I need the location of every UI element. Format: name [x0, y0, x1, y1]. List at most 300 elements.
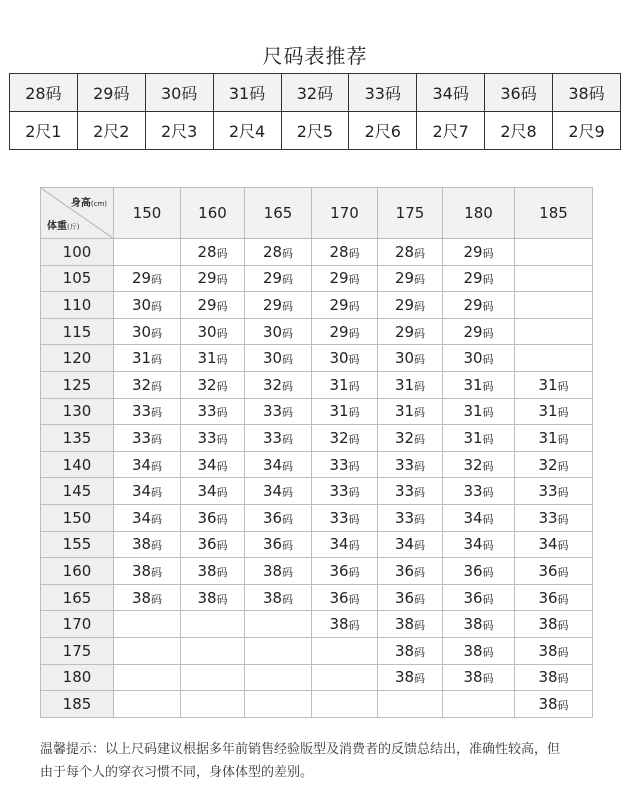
- size-recommendation-cell: [245, 691, 312, 718]
- size-recommendation-cell: [443, 345, 515, 372]
- size-suffix: 码: [348, 299, 360, 313]
- size-number: 38: [463, 668, 483, 687]
- tip-note: [40, 738, 600, 784]
- size-recommendation-cell: [181, 425, 245, 452]
- size-number: 30: [463, 349, 483, 368]
- size-recommendation-cell: [312, 531, 378, 558]
- size-recommendation-cell: [181, 531, 245, 558]
- size-number: 29: [197, 295, 217, 314]
- size-recommendation-cell: [515, 345, 593, 372]
- size-recommendation-cell: [114, 584, 181, 611]
- size-recommendation-cell: [181, 265, 245, 292]
- size-recommendation-cell: [515, 292, 593, 319]
- size-number: 34: [394, 535, 415, 554]
- size-suffix: 码: [216, 512, 228, 526]
- size-suffix: 码: [557, 645, 569, 659]
- size-suffix: 码: [557, 406, 569, 420]
- size-number: 38: [463, 641, 483, 660]
- size-number: 36: [329, 588, 349, 607]
- table-row: [41, 531, 593, 558]
- size-number: 30: [262, 349, 283, 368]
- size-number: 34: [329, 535, 349, 554]
- waist-cell: 2尺4: [213, 112, 281, 150]
- size-number: 32: [394, 428, 415, 447]
- size-recommendation-cell: [515, 584, 593, 611]
- size-recommendation-cell: [181, 318, 245, 345]
- size-recommendation-table: [40, 187, 593, 718]
- size-number: 38: [538, 668, 558, 687]
- table-row: [41, 691, 593, 718]
- size-suffix: 码: [151, 592, 163, 606]
- size-recommendation-cell: [114, 265, 181, 292]
- size-number: 38: [394, 615, 415, 634]
- size-recommendation-cell: [515, 398, 593, 425]
- size-recommendation-cell: [515, 371, 593, 398]
- size-suffix: 码: [482, 246, 494, 260]
- size-recommendation-cell: [245, 611, 312, 638]
- size-number: 38: [131, 561, 152, 580]
- size-suffix: 码: [282, 379, 294, 393]
- weight-cell: 180: [41, 664, 114, 691]
- size-number: 32: [262, 375, 283, 394]
- size-suffix: 码: [414, 592, 426, 606]
- size-recommendation-cell: [378, 292, 443, 319]
- size-number: 38: [262, 561, 283, 580]
- size-number: 34: [197, 455, 217, 474]
- size-suffix: 码: [348, 432, 360, 446]
- waist-cell: 2尺3: [145, 112, 213, 150]
- size-recommendation-cell: [443, 531, 515, 558]
- table-row: [41, 398, 593, 425]
- size-number: 33: [131, 402, 152, 421]
- size-suffix: 码: [482, 486, 494, 500]
- size-suffix: 码: [282, 486, 294, 500]
- size-number: 36: [463, 561, 483, 580]
- size-number: 34: [463, 508, 483, 527]
- size-number: 30: [329, 349, 349, 368]
- size-number: 36: [538, 561, 558, 580]
- size-cell: 29码: [77, 74, 145, 112]
- size-recommendation-cell: [312, 478, 378, 505]
- size-number: 29: [329, 295, 349, 314]
- size-cell: 30码: [145, 74, 213, 112]
- size-recommendation-cell: [114, 637, 181, 664]
- size-number: 31: [197, 349, 217, 368]
- size-recommendation-cell: [515, 504, 593, 531]
- size-suffix: 码: [348, 459, 360, 473]
- size-number: 29: [394, 295, 415, 314]
- size-suffix: 码: [151, 299, 163, 313]
- size-recommendation-cell: [245, 558, 312, 585]
- size-suffix: 码: [414, 273, 426, 287]
- size-suffix: 码: [482, 406, 494, 420]
- size-suffix: 码: [216, 565, 228, 579]
- size-suffix: 码: [348, 246, 360, 260]
- size-number: 38: [131, 535, 152, 554]
- size-suffix: 码: [414, 459, 426, 473]
- size-suffix: 码: [557, 698, 569, 712]
- size-recommendation-cell: [378, 637, 443, 664]
- size-recommendation-cell: [443, 584, 515, 611]
- size-suffix: 码: [414, 326, 426, 340]
- size-number: 32: [538, 455, 558, 474]
- height-header-cell: 165: [245, 188, 312, 239]
- size-suffix: 码: [482, 432, 494, 446]
- size-suffix: 码: [414, 246, 426, 260]
- table-row: [41, 292, 593, 319]
- size-number: 33: [394, 482, 415, 501]
- size-cell: 38码: [553, 74, 621, 112]
- size-recommendation-cell: [114, 691, 181, 718]
- size-suffix: 码: [557, 565, 569, 579]
- weight-cell: 140: [41, 451, 114, 478]
- size-number: 33: [262, 402, 283, 421]
- size-number: 30: [394, 349, 415, 368]
- size-number: 29: [262, 269, 283, 288]
- size-recommendation-cell: [245, 637, 312, 664]
- height-header-cell: 175: [378, 188, 443, 239]
- table-row: [41, 371, 593, 398]
- size-number: 29: [394, 269, 415, 288]
- size-suffix: 码: [482, 459, 494, 473]
- size-recommendation-cell: [378, 451, 443, 478]
- table-row: [41, 504, 593, 531]
- size-recommendation-cell: [378, 425, 443, 452]
- size-suffix: 码: [414, 619, 426, 633]
- size-recommendation-cell: [245, 584, 312, 611]
- waist-cell: 2尺9: [553, 112, 621, 150]
- size-suffix: 码: [282, 326, 294, 340]
- size-number: 30: [131, 295, 152, 314]
- size-recommendation-cell: [515, 531, 593, 558]
- size-recommendation-cell: [312, 425, 378, 452]
- size-recommendation-cell: [378, 239, 443, 266]
- size-suffix: 码: [151, 406, 163, 420]
- size-recommendation-cell: [378, 371, 443, 398]
- size-number: 38: [394, 641, 415, 660]
- table-row: [41, 584, 593, 611]
- weight-cell: 110: [41, 292, 114, 319]
- tip-line: 由于每个人的穿衣习惯不同，身体体型的差别。: [40, 765, 314, 780]
- size-number: 34: [262, 455, 283, 474]
- size-recommendation-cell: [443, 558, 515, 585]
- size-number: 38: [538, 694, 558, 713]
- size-suffix: 码: [282, 299, 294, 313]
- size-suffix: 码: [482, 565, 494, 579]
- table-row: [41, 451, 593, 478]
- size-recommendation-cell: [245, 318, 312, 345]
- size-recommendation-cell: [181, 637, 245, 664]
- size-recommendation-cell: [114, 558, 181, 585]
- size-number: 31: [394, 375, 415, 394]
- size-number: 33: [329, 508, 349, 527]
- size-suffix: 码: [282, 353, 294, 367]
- size-recommendation-cell: [312, 318, 378, 345]
- size-recommendation-cell: [114, 292, 181, 319]
- size-number: 33: [538, 508, 558, 527]
- size-suffix: 码: [414, 486, 426, 500]
- size-number: 32: [197, 375, 217, 394]
- table-row: [41, 637, 593, 664]
- size-suffix: 码: [216, 432, 228, 446]
- height-axis-label: 身高(cm): [70, 198, 107, 209]
- size-number: 30: [131, 322, 152, 341]
- size-recommendation-cell: [312, 504, 378, 531]
- size-recommendation-cell: [515, 425, 593, 452]
- size-suffix: 码: [151, 539, 163, 553]
- size-number: 28: [394, 242, 415, 261]
- size-suffix: 码: [216, 459, 228, 473]
- size-suffix: 码: [348, 379, 360, 393]
- size-number: 31: [463, 375, 483, 394]
- weight-cell: 185: [41, 691, 114, 718]
- size-cell: 34码: [417, 74, 485, 112]
- size-recommendation-cell: [114, 318, 181, 345]
- size-number: 28: [262, 242, 283, 261]
- size-number: 38: [197, 588, 217, 607]
- size-recommendation-cell: [515, 664, 593, 691]
- size-recommendation-cell: [378, 664, 443, 691]
- size-suffix: 码: [414, 645, 426, 659]
- size-recommendation-cell: [443, 691, 515, 718]
- size-number: 29: [463, 269, 483, 288]
- size-recommendation-cell: [114, 371, 181, 398]
- size-number: 33: [329, 455, 349, 474]
- size-suffix: 码: [557, 432, 569, 446]
- size-suffix: 码: [282, 459, 294, 473]
- weight-cell: 120: [41, 345, 114, 372]
- size-suffix: 码: [482, 353, 494, 367]
- size-recommendation-cell: [515, 478, 593, 505]
- size-cell: 33码: [349, 74, 417, 112]
- size-recommendation-cell: [378, 558, 443, 585]
- size-recommendation-cell: [443, 425, 515, 452]
- height-header-row: [41, 188, 593, 239]
- size-suffix: 码: [151, 459, 163, 473]
- size-suffix: 码: [557, 539, 569, 553]
- size-recommendation-cell: [378, 691, 443, 718]
- size-recommendation-cell: [515, 318, 593, 345]
- size-recommendation-cell: [181, 558, 245, 585]
- size-number: 36: [329, 561, 349, 580]
- size-number: 38: [538, 641, 558, 660]
- table-row: [41, 318, 593, 345]
- size-recommendation-cell: [181, 398, 245, 425]
- size-suffix: 码: [414, 539, 426, 553]
- size-number: 33: [197, 428, 217, 447]
- weight-cell: 130: [41, 398, 114, 425]
- waist-cell: 2尺6: [349, 112, 417, 150]
- size-suffix: 码: [216, 486, 228, 500]
- size-number: 29: [463, 242, 483, 261]
- size-recommendation-cell: [443, 478, 515, 505]
- size-number: 29: [394, 322, 415, 341]
- size-suffix: 码: [348, 565, 360, 579]
- size-number: 29: [262, 295, 283, 314]
- size-recommendation-cell: [443, 504, 515, 531]
- size-suffix: 码: [414, 406, 426, 420]
- size-number: 29: [131, 269, 152, 288]
- size-suffix: 码: [348, 592, 360, 606]
- size-suffix: 码: [557, 672, 569, 686]
- size-number: 31: [131, 349, 152, 368]
- waist-cell: 2尺2: [77, 112, 145, 150]
- size-number: 38: [329, 615, 349, 634]
- size-cell: 28码: [10, 74, 78, 112]
- table-row: [41, 664, 593, 691]
- size-number: 34: [131, 508, 152, 527]
- size-recommendation-cell: [312, 664, 378, 691]
- size-recommendation-cell: [515, 451, 593, 478]
- size-recommendation-cell: [245, 451, 312, 478]
- height-header-cell: 180: [443, 188, 515, 239]
- size-number: 36: [197, 535, 217, 554]
- weight-cell: 125: [41, 371, 114, 398]
- size-suffix: 码: [216, 326, 228, 340]
- weight-axis-label: 体重(斤): [47, 221, 80, 232]
- size-recommendation-cell: [181, 611, 245, 638]
- size-recommendation-cell: [245, 265, 312, 292]
- size-number: 30: [197, 322, 217, 341]
- size-number: 33: [329, 482, 349, 501]
- size-number: 33: [394, 455, 415, 474]
- size-suffix: 码: [282, 565, 294, 579]
- size-recommendation-cell: [181, 691, 245, 718]
- size-recommendation-cell: [443, 371, 515, 398]
- size-number: 33: [262, 428, 283, 447]
- size-suffix: 码: [151, 273, 163, 287]
- size-number: 33: [394, 508, 415, 527]
- size-suffix: 码: [482, 619, 494, 633]
- size-suffix: 码: [151, 432, 163, 446]
- table-row: [41, 239, 593, 266]
- weight-cell: 145: [41, 478, 114, 505]
- size-recommendation-cell: [114, 239, 181, 266]
- size-suffix: 码: [482, 512, 494, 526]
- size-number: 31: [538, 375, 558, 394]
- size-recommendation-cell: [312, 691, 378, 718]
- size-recommendation-cell: [181, 478, 245, 505]
- size-suffix: 码: [414, 353, 426, 367]
- table-row: [41, 558, 593, 585]
- weight-cell: 165: [41, 584, 114, 611]
- size-row: [10, 74, 621, 112]
- size-suffix: 码: [557, 379, 569, 393]
- height-header-cell: 170: [312, 188, 378, 239]
- size-recommendation-cell: [114, 504, 181, 531]
- size-suffix: 码: [282, 273, 294, 287]
- size-recommendation-cell: [312, 451, 378, 478]
- size-recommendation-cell: [181, 451, 245, 478]
- height-header-cell: 185: [515, 188, 593, 239]
- size-suffix: 码: [414, 672, 426, 686]
- table-row: [41, 478, 593, 505]
- size-recommendation-cell: [312, 584, 378, 611]
- size-suffix: 码: [282, 512, 294, 526]
- size-suffix: 码: [282, 592, 294, 606]
- size-recommendation-cell: [114, 611, 181, 638]
- size-recommendation-cell: [181, 584, 245, 611]
- size-suffix: 码: [482, 539, 494, 553]
- size-recommendation-cell: [515, 239, 593, 266]
- size-suffix: 码: [151, 512, 163, 526]
- size-number: 33: [538, 482, 558, 501]
- corner-header: [41, 188, 114, 239]
- size-recommendation-cell: [443, 664, 515, 691]
- size-suffix: 码: [348, 326, 360, 340]
- size-recommendation-cell: [245, 345, 312, 372]
- size-suffix: 码: [557, 459, 569, 473]
- size-recommendation-cell: [378, 584, 443, 611]
- size-number: 38: [394, 668, 415, 687]
- weight-cell: 170: [41, 611, 114, 638]
- size-suffix: 码: [348, 353, 360, 367]
- size-suffix: 码: [216, 273, 228, 287]
- size-number: 31: [329, 402, 349, 421]
- size-number: 36: [463, 588, 483, 607]
- size-suffix: 码: [282, 432, 294, 446]
- size-number: 36: [262, 508, 283, 527]
- size-cell: 31码: [213, 74, 281, 112]
- size-number: 28: [329, 242, 349, 261]
- size-recommendation-cell: [378, 345, 443, 372]
- size-recommendation-cell: [245, 664, 312, 691]
- height-header-cell: 160: [181, 188, 245, 239]
- size-recommendation-cell: [181, 345, 245, 372]
- size-recommendation-cell: [443, 398, 515, 425]
- size-suffix: 码: [414, 379, 426, 393]
- size-number: 31: [538, 402, 558, 421]
- size-number: 36: [197, 508, 217, 527]
- size-number: 32: [131, 375, 152, 394]
- size-recommendation-cell: [378, 318, 443, 345]
- size-number: 34: [463, 535, 483, 554]
- size-number: 33: [463, 482, 483, 501]
- size-suffix: 码: [557, 512, 569, 526]
- size-recommendation-cell: [312, 558, 378, 585]
- table-row: [41, 425, 593, 452]
- size-recommendation-cell: [443, 265, 515, 292]
- size-recommendation-cell: [378, 611, 443, 638]
- height-header-cell: 150: [114, 188, 181, 239]
- weight-cell: 135: [41, 425, 114, 452]
- size-suffix: 码: [414, 512, 426, 526]
- size-cell: 36码: [485, 74, 553, 112]
- size-number: 36: [394, 561, 415, 580]
- weight-cell: 175: [41, 637, 114, 664]
- size-recommendation-cell: [312, 265, 378, 292]
- size-recommendation-cell: [114, 531, 181, 558]
- size-number: 31: [394, 402, 415, 421]
- size-recommendation-cell: [312, 371, 378, 398]
- size-number: 36: [394, 588, 415, 607]
- size-number: 34: [131, 482, 152, 501]
- size-recommendation-cell: [114, 664, 181, 691]
- size-suffix: 码: [216, 246, 228, 260]
- size-suffix: 码: [348, 512, 360, 526]
- tip-line: 温馨提示：以上尺码建议根据多年前销售经验版型及消费者的反馈总结出，准确性较高，但: [40, 742, 561, 757]
- size-recommendation-cell: [312, 611, 378, 638]
- size-recommendation-cell: [443, 451, 515, 478]
- size-number: 38: [262, 588, 283, 607]
- size-recommendation-cell: [443, 318, 515, 345]
- size-suffix: 码: [414, 432, 426, 446]
- size-recommendation-cell: [378, 478, 443, 505]
- size-suffix: 码: [282, 406, 294, 420]
- size-recommendation-cell: [114, 425, 181, 452]
- size-suffix: 码: [216, 353, 228, 367]
- size-suffix: 码: [348, 273, 360, 287]
